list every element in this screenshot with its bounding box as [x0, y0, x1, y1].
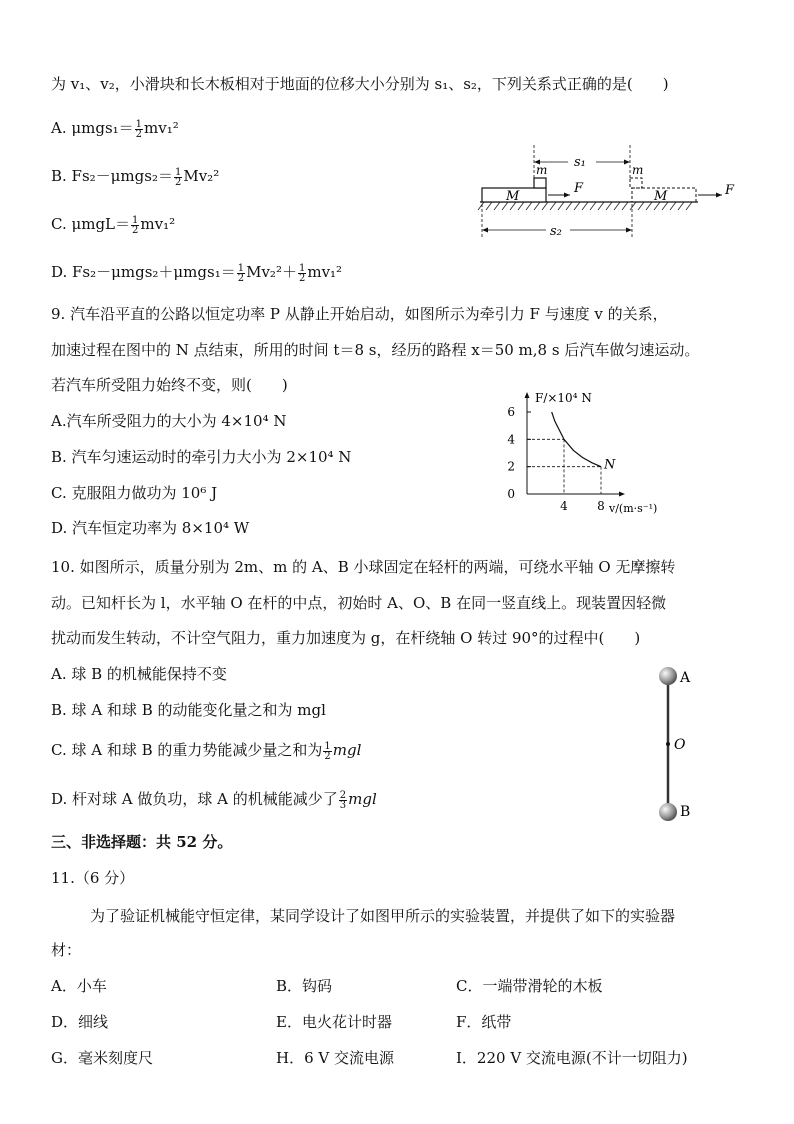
y-tick-label: 4	[507, 432, 515, 447]
q10-option-c: C. 球 A 和球 B 的重力势能减少量之和为 $\frac{1}{2}$ mgl	[51, 740, 362, 762]
ball-B	[659, 803, 677, 821]
q10-line2: 动。已知杆长为 l，水平轴 O 在杆的中点，初始时 A、O、B 在同一竖直线上。现装置因轻微	[51, 594, 667, 612]
section-heading: 三、非选择题：共 52 分。	[51, 833, 233, 851]
q10-line1: 10. 如图所示，质量分别为 2m、m 的 A、B 小球固定在轻杆的两端，可绕水平轴 O 无摩擦转	[51, 558, 676, 576]
y-axis-arrow	[525, 392, 530, 398]
force-velocity-chart	[505, 382, 685, 517]
fraction: $\frac{1}{2}$	[135, 118, 143, 140]
q8-option-b: B. Fs₂－μmgs₂＝ $\frac{1}{2}$ Mv₂²	[51, 166, 220, 188]
y-tick-label: 0	[507, 487, 515, 501]
label-M-final: M	[654, 189, 668, 204]
label-m-initial: m	[536, 163, 548, 177]
y-axis-label: F/×10⁴ N	[535, 391, 592, 405]
label-m-final: m	[632, 163, 644, 177]
block-initial	[534, 178, 546, 188]
equipment-item: H．6 V 交流电源	[276, 1049, 394, 1067]
q8-option-c: C. μmgL＝ $\frac{1}{2}$ mv₁²	[51, 214, 176, 236]
label-s2: s₂	[550, 224, 562, 239]
q9-line1: 9. 汽车沿平直的公路以恒定功率 P 从静止开始启动，如图所示为牵引力 F 与速度 v 的关系，	[51, 305, 668, 323]
q10-option-b: B. 球 A 和球 B 的动能变化量之和为 mgl	[51, 701, 326, 719]
point-label-N: N	[604, 457, 616, 473]
label-M-initial: M	[506, 189, 520, 204]
q9-line2: 加速过程在图中的 N 点结束，所用的时间 t＝8 s，经历的路程 x＝50 m,8 s 后汽车做匀速运动。	[51, 341, 700, 359]
y-tick-label: 6	[507, 405, 515, 419]
label-s1: s₁	[574, 155, 586, 170]
block-final	[630, 178, 642, 188]
label-F-initial: F	[574, 181, 584, 196]
equipment-item: A．小车	[51, 977, 107, 995]
q9-option-b: B. 汽车匀速运动时的牵引力大小为 2×10⁴ N	[51, 448, 352, 466]
q8-option-a: A. μmgs₁＝ $\frac{1}{2}$ mv₁²	[51, 118, 179, 140]
q9-option-d: D. 汽车恒定功率为 8×10⁴ W	[51, 519, 250, 537]
q11-line1: 为了验证机械能守恒定律，某同学设计了如图甲所示的实验装置，并提供了如下的实验器	[90, 907, 676, 925]
x-axis-arrow	[619, 492, 625, 497]
q10-option-d: D. 杆对球 A 做负功，球 A 的机械能减少了 $\frac{2}{3}$ mgl	[51, 789, 377, 811]
q9-option-a: A.汽车所受阻力的大小为 4×10⁴ N	[51, 412, 287, 430]
q8-option-d: D. Fs₂－μmgs₂＋μmgs₁＝ $\frac{1}{2}$ Mv₂²＋ $\frac{1}{2}$ mv₁²	[51, 262, 343, 284]
q8-board-block-figure	[470, 140, 750, 245]
equipment-item: I．220 V 交流电源(不计一切阻力)	[456, 1049, 688, 1067]
ball-A	[659, 667, 677, 685]
fraction: $\frac{1}{2}$	[324, 740, 331, 762]
fraction: $\frac{1}{2}$	[237, 262, 245, 284]
q9-option-c: C. 克服阻力做功为 10⁶ J	[51, 484, 218, 502]
label-A: A	[680, 670, 691, 686]
fraction: $\frac{1}{2}$	[132, 214, 139, 236]
label-B: B	[680, 804, 691, 820]
q10-line3: 扰动而发生转动，不计空气阻力，重力加速度为 g，在杆绕轴 O 转过 90°的过程中( )	[51, 629, 641, 647]
fraction: $\frac{1}{2}$	[174, 166, 182, 188]
q10-option-a: A. 球 B 的机械能保持不变	[51, 665, 227, 683]
equipment-item: B．钩码	[276, 977, 333, 995]
label-O: O	[674, 737, 686, 753]
x-tick-label: 4	[560, 499, 568, 513]
equipment-item: D．细线	[51, 1013, 109, 1031]
equipment-item: G．毫米刻度尺	[51, 1049, 153, 1067]
fraction: $\frac{1}{2}$	[298, 262, 306, 284]
q11-line2: 材：	[51, 941, 82, 959]
label-F-final: F	[725, 183, 735, 198]
x-tick-label: 8	[597, 499, 605, 513]
equipment-item: F．纸带	[456, 1013, 512, 1031]
rod-balls-figure	[650, 662, 710, 827]
q9-line3: 若汽车所受阻力始终不变，则( )	[51, 376, 288, 394]
pivot-O	[666, 742, 670, 746]
y-tick-label: 2	[507, 459, 515, 474]
equipment-item: E．电火花计时器	[276, 1013, 392, 1031]
equipment-item: C．一端带滑轮的木板	[456, 977, 603, 995]
fraction: $\frac{2}{3}$	[339, 789, 347, 811]
q11-head: 11.（6 分）	[51, 869, 135, 887]
q8-stem: 为 v₁、v₂，小滑块和长木板相对于地面的位移大小分别为 s₁、s₂，下列关系式正确的是( )	[51, 75, 669, 93]
x-axis-label: v/(m·s⁻¹)	[609, 502, 658, 515]
